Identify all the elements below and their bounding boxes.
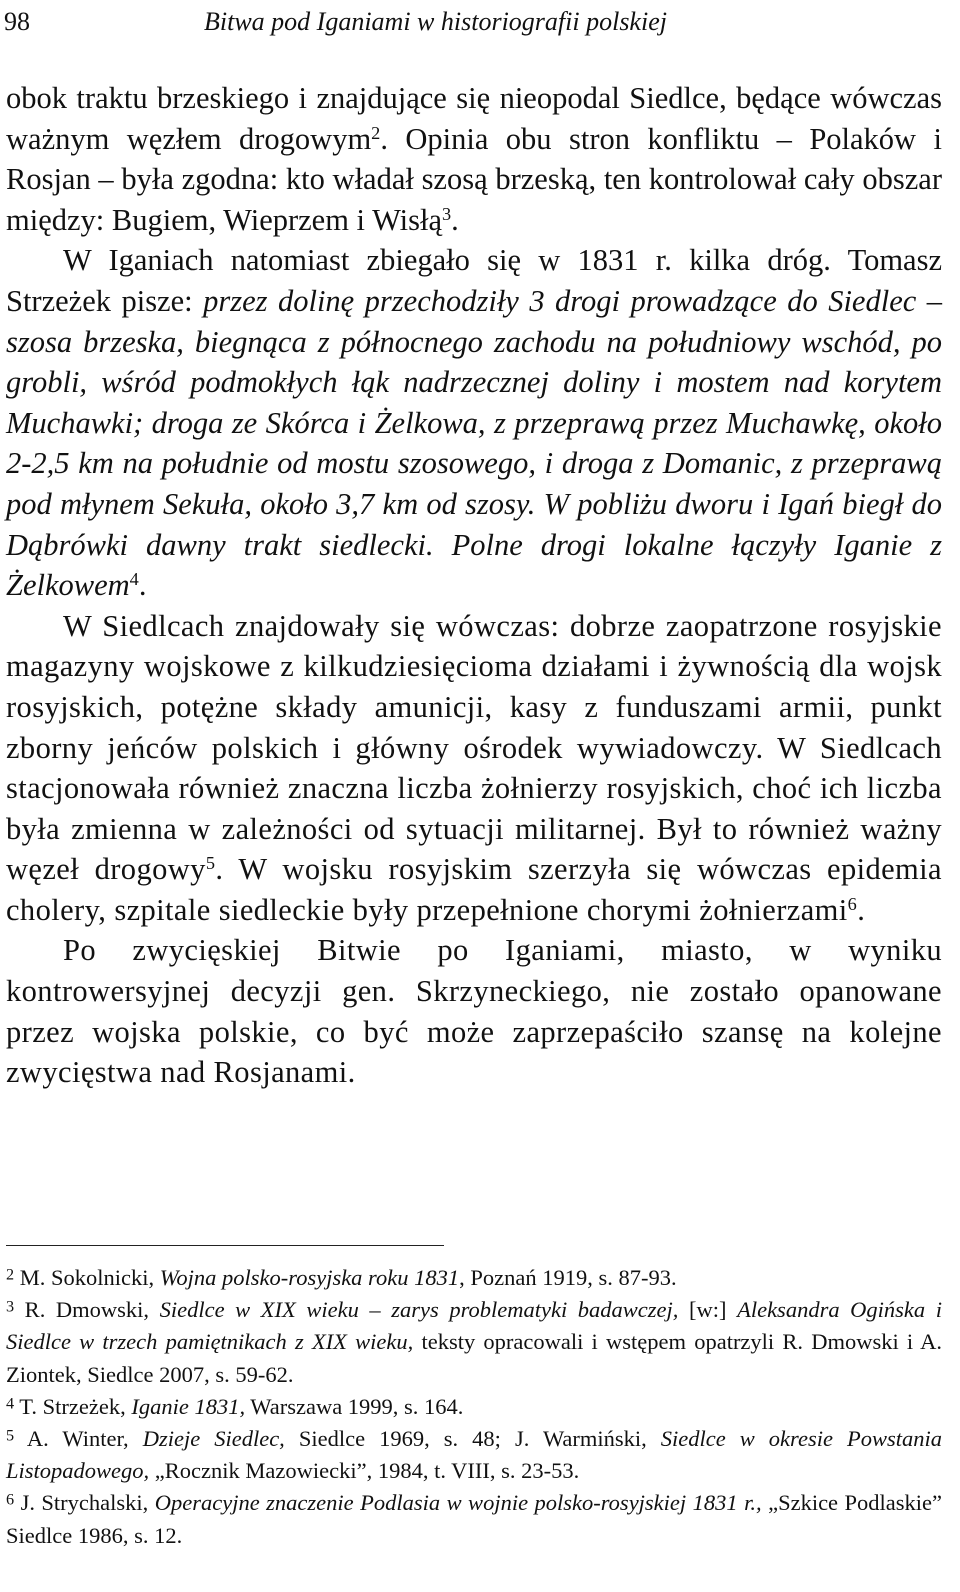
footnote-ref-3[interactable]: 3	[442, 203, 452, 224]
footnote-number: 5	[6, 1426, 15, 1445]
footnote-text: [w:]	[678, 1297, 738, 1323]
footnote-title: Dzieje Siedlec,	[142, 1426, 285, 1452]
paragraph-3-text-b: . W wojsku rosyjskim szerzyła się wówczas epidemia cholery, szpitale siedleckie były przepełnione chorymi żołnierzami	[6, 852, 942, 927]
footnote-separator	[6, 1245, 444, 1246]
page-number: 98	[4, 7, 30, 36]
paragraph-1	[6, 78, 942, 240]
footnote-title: Operacyjne znaczenie Podlasia w wojnie polsko-rosyjskiej 1831 r.,	[154, 1490, 762, 1516]
paragraph-3-text-a: W Siedlcach znajdowały się wówczas: dobrze zaopatrzone rosyjskie magazyny wojskowe z kilkudziesięcioma działami i żywnością dla wojsk rosyjskich, potężne składy amunicji, kasy z funduszami armii, punkt zborny jeńców polskich i główny ośrodek wywiadowczy. W Siedlcach stacjonowała również znaczna liczba żołnierzy rosyjskich, choć ich liczba była zmienna w zależności od sytuacji militarnej. Był to również ważny węzeł drogowy	[6, 608, 942, 887]
footnote-text: Warszawa 1999, s. 164.	[245, 1393, 464, 1419]
footnote-text: J. Strychalski,	[14, 1490, 155, 1516]
footnote-text: R. Dmowski,	[14, 1297, 160, 1323]
footnote-4	[6, 1391, 942, 1423]
page-header	[4, 2, 944, 42]
footnote-ref-5[interactable]: 5	[205, 853, 216, 874]
paragraph-1-text-b: . Opinia obu stron konfliktu – Polaków i Rosjan – była zgodna: kto władał szosą brzeską, ten kontrolował cały obszar między: Bugiem, Wieprzem i Wisłą	[6, 121, 942, 237]
body-text	[6, 78, 942, 1093]
footnote-text: „Rocznik Mazowiecki”, 1984, t. VIII, s. 23-53.	[149, 1458, 580, 1484]
paragraph-2-text-b: .	[138, 568, 147, 603]
footnote-6	[6, 1487, 942, 1551]
footnote-title: Wojna polsko-rosyjska roku 1831	[159, 1265, 460, 1290]
running-title: Bitwa pod Iganiami w historiografii polskiej	[204, 7, 667, 36]
footnote-number: 3	[6, 1297, 15, 1316]
paragraph-4-text: Po zwycięskiej Bitwie po Iganiami, miasto, w wyniku kontrowersyjnej decyzji gen. Skrzyneckiego, nie zostało opanowane przez wojska polskie, co być może zaprzepaściło szansę na kolejne zwycięstwa nad Rosjanami.	[6, 933, 942, 1090]
footnote-text: „Szkice Podlaskie” Siedlce 1986, s. 12.	[6, 1490, 942, 1548]
footnote-title: Iganie 1831,	[131, 1393, 246, 1419]
footnote-number: 2	[6, 1265, 15, 1284]
paragraph-1-text-c: .	[451, 202, 459, 237]
footnote-text: teksty opracowali i wstępem opatrzyli R. Dmowski i A. Ziontek, Siedlce 2007, s. 59-62.	[6, 1329, 943, 1387]
paragraph-3-text-c: .	[857, 892, 866, 927]
footnote-text: , Poznań 1919, s. 87-93.	[459, 1265, 677, 1290]
footnote-text: M. Sokolnicki,	[14, 1265, 160, 1290]
footnote-5	[6, 1423, 942, 1487]
paragraph-2-text-a: W Iganiach natomiast zbiegało się w 1831 r. kilka dróg. Tomasz Strzeżek pisze:	[6, 243, 942, 318]
footnote-title: Siedlce w okresie Powstania Listopadowego,	[6, 1426, 942, 1484]
footnote-2	[6, 1262, 942, 1294]
footnotes	[6, 1262, 942, 1552]
footnote-title: Aleksandra Ogińska i Siedlce w trzech pamiętnikach z XIX wieku,	[6, 1297, 942, 1355]
footnote-ref-4[interactable]: 4	[129, 569, 139, 590]
footnote-text: A. Winter,	[14, 1426, 143, 1452]
paragraph-3	[6, 606, 942, 931]
footnote-3	[6, 1294, 942, 1391]
paragraph-2-quote: przez dolinę przechodziły 3 drogi prowadzące do Siedlec – szosa brzeska, biegnąca z północnego zachodu na południowy wschód, po grobli, wśród podmokłych łąk nadrzecznej doliny i mostem nad korytem Muchawki; droga ze Skórca i Żelkowa, z przeprawą przez Muchawkę, około 2-2,5 km na południe od mostu szosowego, i droga z Domanic, z przeprawą pod młynem Sekuła, około 3,7 km od szosy. W pobliżu dworu i Igań biegł do Dąbrówki dawny trakt siedlecki. Polne drogi lokalne łączyły Iganie z Żelkowem	[6, 283, 942, 603]
footnote-ref-2[interactable]: 2	[371, 122, 381, 143]
footnote-number: 4	[6, 1394, 15, 1413]
footnote-number: 6	[6, 1490, 15, 1509]
footnote-text: Siedlce 1969, s. 48; J. Warmiński,	[284, 1426, 661, 1452]
footnote-title: Siedlce w XIX wieku – zarys problematyki badawczej,	[159, 1297, 679, 1323]
paragraph-4	[6, 930, 942, 1092]
paragraph-2	[6, 240, 942, 605]
footnote-text: T. Strzeżek,	[14, 1393, 132, 1419]
footnote-ref-6[interactable]: 6	[847, 893, 858, 914]
paragraph-1-text-a: obok traktu brzeskiego i znajdujące się nieopodal Siedlce, będące wówczas ważnym węzłem drogowym	[6, 81, 942, 156]
